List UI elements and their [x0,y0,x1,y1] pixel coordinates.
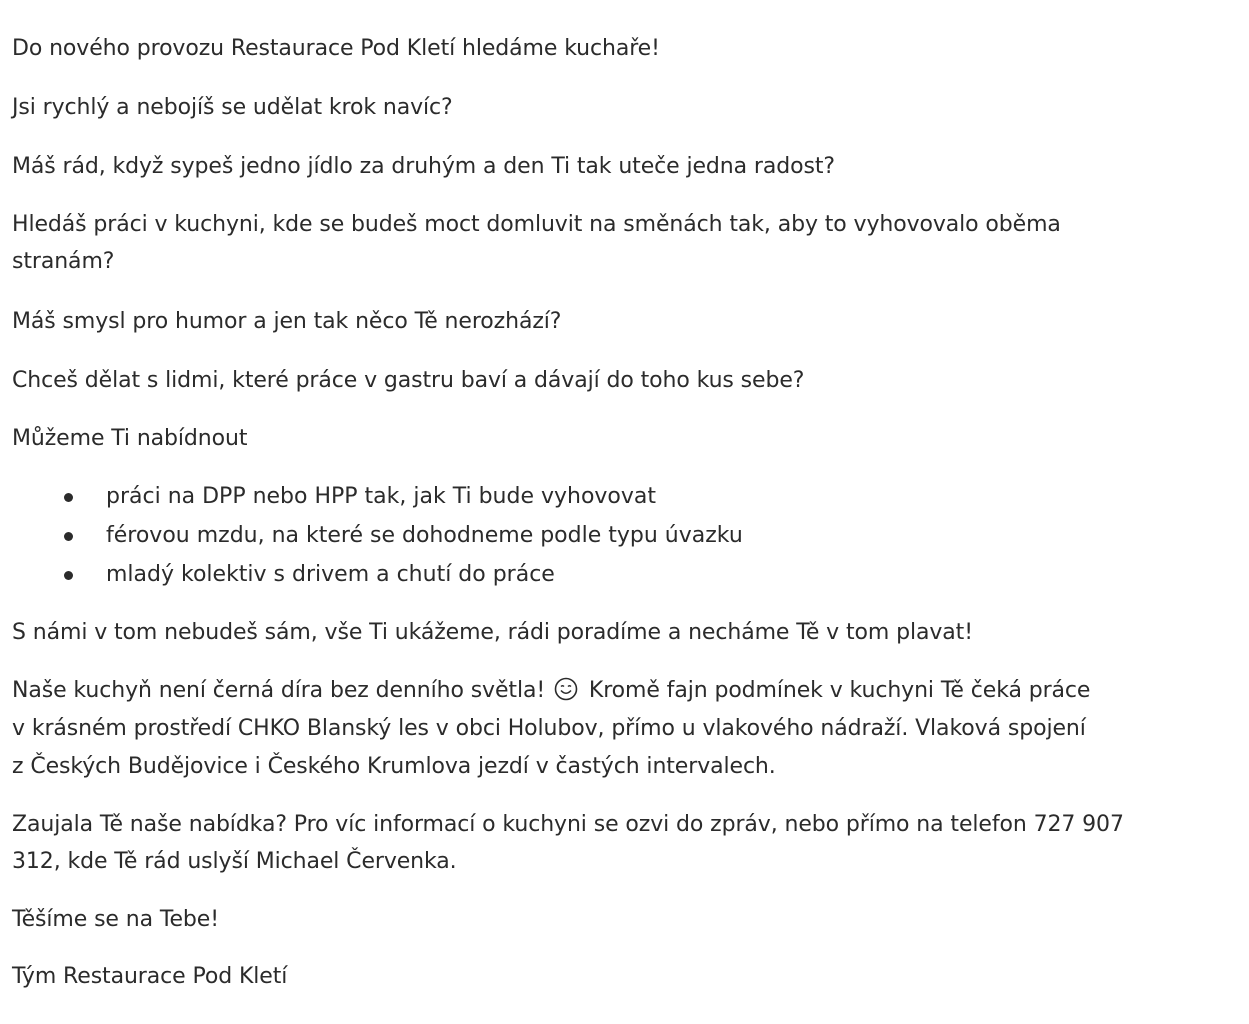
offer-item-text: mladý kolektiv s drivem a chutí do práce [106,562,555,587]
smiling-face-icon [554,677,578,701]
intro-text: Do nového provozu Restaurace Pod Kletí hledáme kuchaře! [12,36,660,61]
kitchen-line-1 [12,675,1090,707]
kitchen-line-3: z Českých Budějovice i Českého Krumlova jezdí v častých intervalech. [12,754,776,779]
kitchen-line-2: v krásném prostředí CHKO Blanský les v obci Holubov, přímo u vlakového nádraží. Vlaková spojení [12,716,1086,741]
offer-item-text: práci na DPP nebo HPP tak, jak Ti bude vyhovovat [106,484,657,509]
question-fast: Jsi rychlý a nebojíš se udělat krok navíc? [12,95,453,120]
bullet-icon [64,532,73,541]
question-shifts-line-1: Hledáš práci v kuchyni, kde se budeš moct domluvit na směnách tak, aby to vyhovovalo oběma [12,212,1061,237]
kitchen-line-1-end: Kromě fajn podmínek v kuchyni Tě čeká práce [588,678,1091,703]
contact-line-2: 312, kde Tě rád uslyší Michael Červenka. [12,849,457,874]
offer-heading: Můžeme Ti nabídnout [12,426,248,451]
support-text: S námi v tom nebudeš sám, vše Ti ukážeme, rádi poradíme a necháme Tě v tom plavat! [12,620,973,645]
closing-text: Těšíme se na Tebe! [12,907,219,932]
bullet-icon [64,571,73,580]
question-humor: Máš smysl pro humor a jen tak něco Tě nerozhází? [12,309,562,334]
kitchen-line-1-start: Naše kuchyň není černá díra bez denního světla! [12,678,546,703]
contact-line-1: Zaujala Tě naše nabídka? Pro víc informací o kuchyni se ozvi do zpráv, nebo přímo na telefon 727 907 [12,812,1124,837]
bullet-icon [64,493,73,502]
question-pace: Máš rád, když sypeš jedno jídlo za druhým a den Ti tak uteče jedna radost? [12,154,835,179]
question-shifts-line-2: stranám? [12,249,115,274]
signature-text: Tým Restaurace Pod Kletí [12,964,288,989]
offer-item-text: férovou mzdu, na které se dohodneme podle typu úvazku [106,523,743,548]
question-team: Chceš dělat s lidmi, které práce v gastru baví a dávají do toho kus sebe? [12,368,805,393]
